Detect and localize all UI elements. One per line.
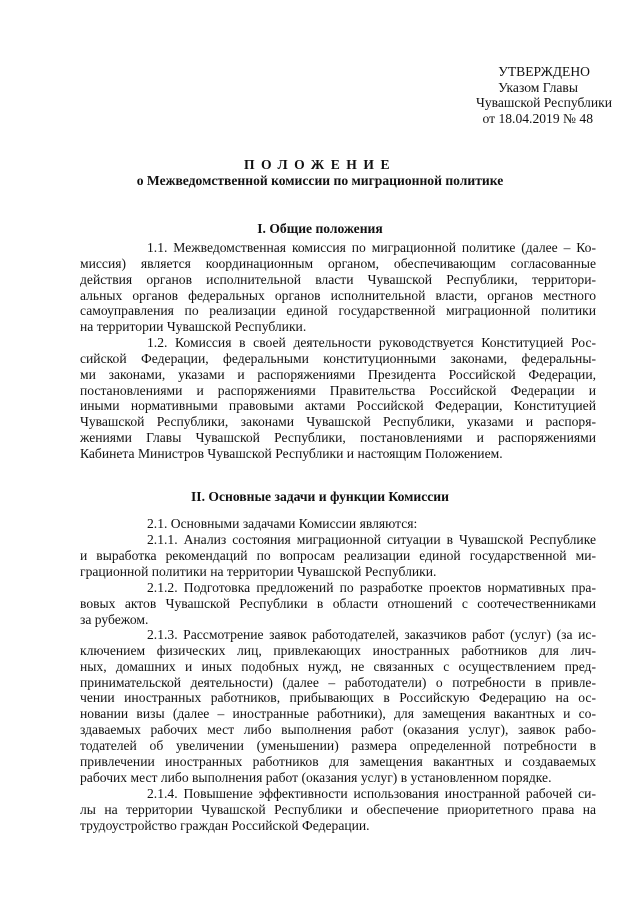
text-line: 2.1.1. Анализ состояния миграционной ситуации в Чувашской Республике [147, 532, 596, 547]
text-line: новании визы (далее – иностранные работники), для замещения вакантных и со- [80, 706, 596, 722]
text-line: привлечении иностранных работников для замещения вакантных и создаваемых [80, 753, 596, 769]
text-line: вовых актов Чувашской Республики в области отношений с соотечественниками [80, 595, 596, 611]
approval-date: от 18.04.2019 № 48 [482, 110, 593, 126]
text-line: тодателей об увеличении (уменьшении) размера определенной потребности в [80, 737, 596, 753]
text-line: 2.1.2. Подготовка предложений по разработке проектов нормативных пра- [147, 580, 596, 595]
approval-line: Чувашской Республики [476, 95, 612, 111]
text-line: принимательской деятельности) (далее – работодатели) о потребности в привле- [80, 674, 596, 690]
text-line: чении иностранных работников, прибывающих в Российскую Федерацию на ос- [80, 690, 596, 706]
text-line: за рубежом. [80, 611, 149, 627]
text-line: жениями Главы Чувашской Республики, постановлениями и распоряжениями [80, 430, 596, 446]
text-line: грационной политики на территории Чувашской Республики. [80, 563, 437, 579]
text-line: Кабинета Министров Чувашской Республики и настоящим Положением. [80, 445, 503, 461]
section-heading: I. Общие положения [257, 221, 383, 236]
text-line: сийской Федерации, федеральными конституционными законами, федеральны- [80, 350, 596, 366]
text-line: 2.1. Основными задачами Комиссии являются: [147, 516, 418, 531]
text-line: 1.2. Комиссия в своей деятельности руководствуется Конституцией Рос- [147, 335, 596, 350]
text-line: постановлениями и распоряжениями Правительства Российской Федерации и [80, 382, 596, 398]
text-line: рабочих мест либо выполнения работ (оказания услуг) в установленном порядке. [80, 769, 552, 785]
paragraph-2-1-2 [80, 580, 596, 628]
section-heading: II. Основные задачи и функции Комиссии [191, 489, 449, 504]
paragraph-1-1 [80, 240, 596, 335]
text-line: ми законами, указами и распоряжениями Президента Российской Федерации, [80, 366, 596, 382]
text-line: ных, домашних и иных подобных нужд, не связанных с осуществлением пред- [80, 658, 596, 674]
text-line: 2.1.3. Рассмотрение заявок работодателей, заказчиков работ (услуг) (за ис- [147, 627, 596, 642]
text-line: действия органов исполнительной власти Чувашской Республики, территори- [80, 271, 596, 287]
document-title: ПОЛОЖЕНИЕ [243, 157, 397, 172]
paragraph-2-1 [80, 516, 596, 532]
paragraph-2-1-1 [80, 532, 596, 580]
text-line: 2.1.4. Повышение эффективности использования иностранной рабочей си- [147, 786, 596, 801]
approval-line: УТВЕРЖДЕНО [498, 64, 590, 79]
text-line: миссия) является координационным органом, обеспечивающим согласованные [80, 255, 596, 271]
text-line: альных органов федеральных органов исполнительной власти, органов местного [80, 287, 596, 303]
text-line: иными нормативными правовыми актами Российской Федерации, Конституцией [80, 398, 596, 414]
approval-line: Указом Главы [498, 79, 578, 95]
text-line: ключением физических лиц, привлекающих иностранных работников для лич- [80, 642, 596, 658]
text-line: трудоустройство граждан Российской Федерации. [80, 817, 370, 833]
text-line: 1.1. Межведомственная комиссия по миграционной политике (далее – Ко- [147, 240, 596, 255]
paragraph-1-2 [80, 335, 596, 462]
text-line: на территории Чувашской Республики. [80, 319, 307, 335]
paragraph-2-1-4 [80, 786, 596, 834]
text-line: лы на территории Чувашской Республики и обеспечение приоритетного права на [80, 801, 596, 817]
document-subtitle: о Межведомственной комиссии по миграционной политике [136, 173, 504, 188]
approval-stamp [440, 64, 612, 126]
text-line: здаваемых рабочих мест либо выполнения работ (оказания услуг), заявок рабо- [80, 722, 596, 738]
text-line: и выработка рекомендаций по вопросам реализации единой государственной ми- [80, 547, 596, 563]
text-line: самоуправления по реализации единой государственной миграционной политики [80, 303, 596, 319]
text-line: Чувашской Республики, законами Чувашской Республики, указами и распоря- [80, 414, 596, 430]
paragraph-2-1-3 [80, 627, 596, 785]
